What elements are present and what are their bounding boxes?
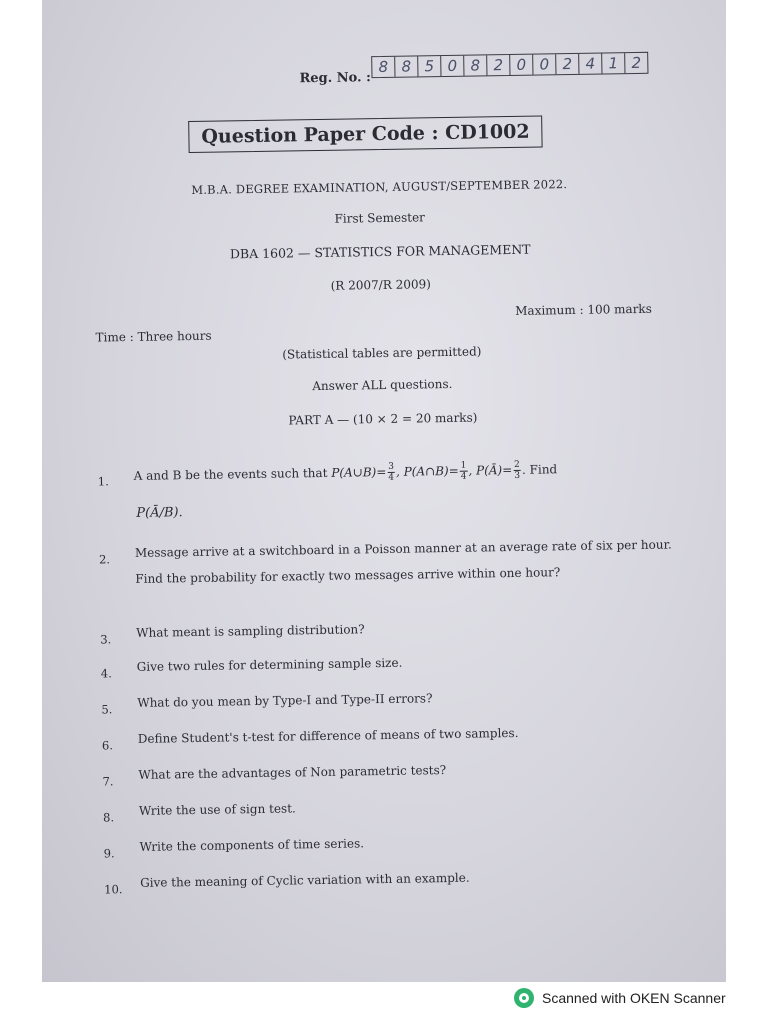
question-text: Message arrive at a switchboard in a Poisson manner at an average rate of six per hour. Find the probability for exactly two messages arrive within one hour? — [134, 537, 672, 586]
question-text: Give the meaning of Cyclic variation with an example. — [140, 870, 470, 890]
question-text: Define Student's t-test for difference of means of two samples. — [137, 725, 519, 746]
question-paper — [42, 0, 726, 982]
reg-digit: 2 — [631, 53, 642, 73]
reg-no-label: Reg. No. : — [299, 70, 372, 87]
question-text: Give two rules for determining sample size. — [136, 655, 403, 674]
regulation: (R 2007/R 2009) — [330, 277, 431, 293]
question-1 — [134, 459, 558, 487]
time-allowed: Time : Three hours — [95, 328, 212, 345]
scanner-text: Scanned with OKEN Scanner — [542, 990, 726, 1006]
fraction: $\frac{1}{4}$ — [460, 460, 467, 482]
question-number: 1. — [97, 474, 109, 489]
reg-digit: 0 — [533, 54, 556, 74]
reg-digit: 5 — [418, 56, 441, 76]
question-text: Write the components of time series. — [139, 836, 365, 854]
maximum-marks: Maximum : 100 marks — [515, 301, 652, 318]
question-number: 4. — [100, 666, 112, 681]
math-expression: , P(Ā)= — [468, 462, 513, 478]
question-text: A and B be the events such that — [133, 465, 328, 483]
reg-digit: 1 — [602, 53, 625, 73]
reg-digit: 8 — [395, 56, 418, 76]
part-a-heading: PART A — (10 × 2 = 20 marks) — [288, 410, 478, 428]
question-number: 10. — [104, 882, 123, 897]
math-expression: P(A∪B)= — [331, 464, 387, 480]
question-number: 5. — [101, 702, 113, 717]
question-paper-code: Question Paper Code : CD1002 — [188, 115, 543, 153]
question-number: 9. — [103, 846, 115, 861]
exam-title: M.B.A. DEGREE EXAMINATION, AUGUST/SEPTEMBER 2022. — [191, 177, 568, 197]
question-number: 7. — [102, 774, 114, 789]
reg-digit: 8 — [464, 55, 487, 75]
fraction: $\frac{2}{3}$ — [514, 459, 521, 481]
reg-digit: 2 — [487, 55, 510, 75]
fraction: $\frac{3}{4}$ — [388, 461, 395, 483]
question-number: 8. — [102, 810, 115, 825]
question-text: Write the use of sign test. — [138, 801, 296, 818]
subject-title: DBA 1602 — STATISTICS FOR MANAGEMENT — [229, 241, 531, 262]
reg-digit: 0 — [441, 56, 464, 76]
reg-digit: 4 — [579, 54, 602, 74]
reg-digit: 2 — [556, 54, 579, 74]
reg-digit: 0 — [510, 55, 533, 75]
math-expression: P(Ā/B). — [136, 505, 183, 521]
semester: First Semester — [334, 210, 425, 226]
math-expression: , P(A∩B)= — [395, 463, 459, 479]
instructions: Answer ALL questions. — [312, 376, 453, 394]
question-number: 6. — [101, 738, 114, 753]
question-number: 3. — [100, 632, 112, 647]
question-number: 2. — [98, 552, 111, 567]
oken-scanner-icon — [514, 988, 534, 1008]
question-text: . Find — [521, 462, 558, 477]
tables-note: (Statistical tables are permitted) — [282, 344, 482, 362]
scanned-page — [42, 0, 726, 982]
question-text: What do you mean by Type-I and Type-II errors? — [137, 691, 433, 710]
reg-digit: 8 — [372, 57, 395, 77]
question-text: What are the advantages of Non parametric tests? — [138, 763, 447, 782]
scanner-watermark — [514, 988, 726, 1008]
reg-no-boxes — [371, 52, 648, 78]
question-text: What meant is sampling distribution? — [136, 622, 365, 640]
